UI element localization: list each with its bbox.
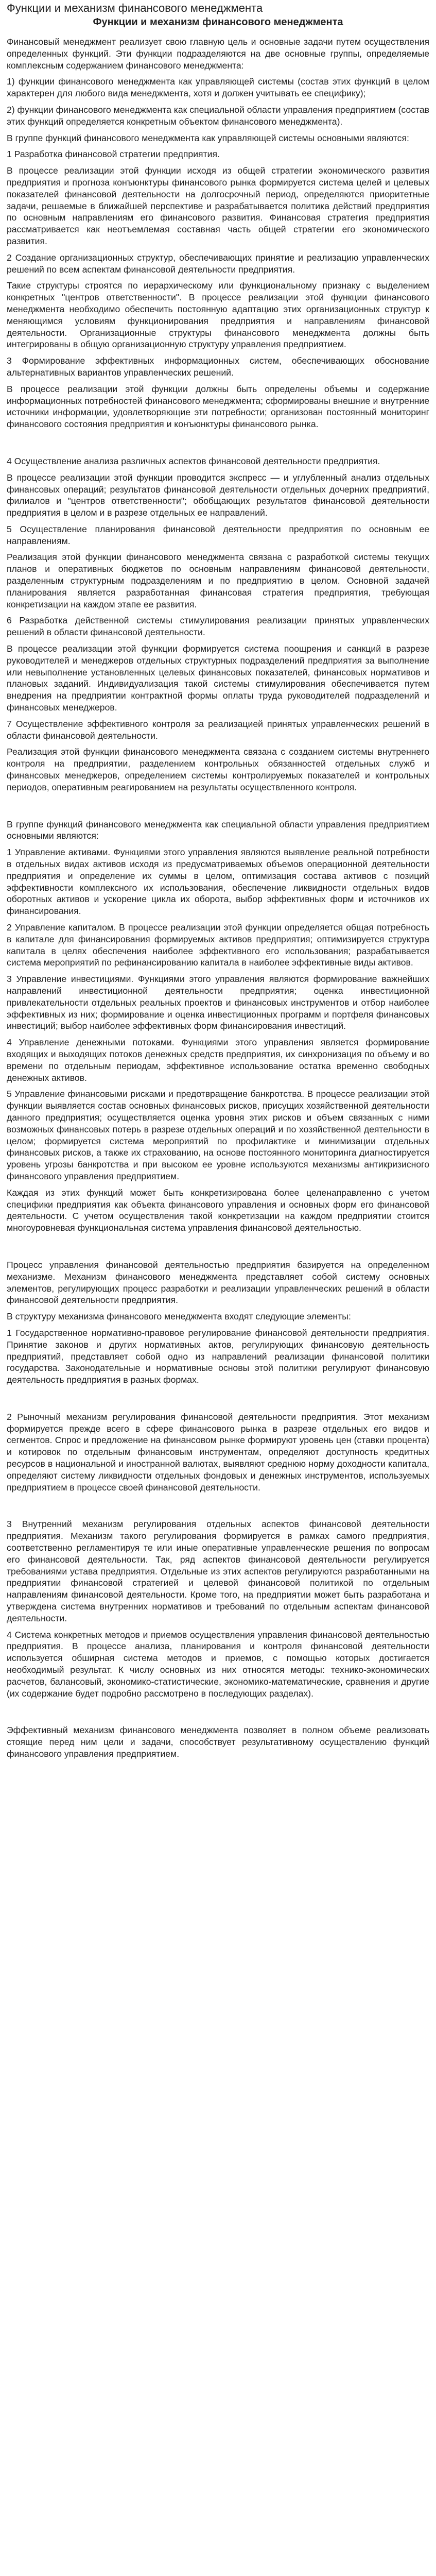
document-title: Функции и механизм финансового менеджмента <box>93 16 343 28</box>
paragraph-investment-management: 3 Управление инвестициями. Функциями этого управления являются формирование важнейших направлений инвестиционной деятельности предприятия; оценка инвестиционной привлекательности отдельных реальных проектов и финансовых инструментов и отбор наиболее эффективных из них; формирование и оценка инвестиционных программ и портфеля финансовых инвестиций; выбор наиболее эффективных форм финансирования инвестиций. <box>7 974 429 1031</box>
heading-function-5: 5 Осуществление планирования финансовой деятельности предприятия по основным ее направлениям. <box>7 523 429 546</box>
paragraph-function-6: В процессе реализации этой функции формируется система поощрения и санкций в разрезе руководителей и менеджеров отдельных структурных подразделений предприятия за выполнение или невыполнение установленных целевых финансовых показателей, финансовых нормативов и плановых заданий. Индивидуализация такой системы стимулирования обеспечивается путем внедрения на предприятии контрактной формы оплаты труда руководителей подразделений и финансовых менеджеров. <box>7 643 429 713</box>
paragraph-conclusion: Эффективный механизм финансового менеджмента позволяет в полном объеме реализовать стоящие перед ним цели и задачи, способствует результативному осуществлению функций финансового управления предприятием. <box>7 1725 429 1759</box>
paragraph-mechanism-intro: Процесс управления финансовой деятельностью предприятия базируется на определенном механизме. Механизм финансового менеджмента представляет собой систему основных элементов, регулирующих процесс разработки и реализации управленческих решений в области финансовой деятельности предприятия. <box>7 1259 429 1306</box>
paragraph-cash-flow-management: 4 Управление денежными потоками. Функциями этого управления является формирование входящих и выходящих потоков денежных средств предприятия, их синхронизация по объему и во времени по отдельным периодам, эффективное использование остатка временно свободных денежных активов. <box>7 1037 429 1083</box>
paragraph-function-1: В процессе реализации этой функции исходя из общей стратегии экономического развития предприятия и прогноза конъюнктуры финансового рынка формируется система целей и целевых показателей финансовой деятельности на долгосрочный период, определяются приоритетные задачи, решаемые в ближайшей перспективе и разрабатывается политика действий предприятия по основным направлениям его финансового развития. Финансовая стратегия предприятия рассматривается как неотъемлемая составная часть общей стратегии его экономического развития. <box>7 165 429 246</box>
paragraph-group-2: 2) функции финансового менеджмента как специальной области управления предприятием (состав этих функций определяется конкретным объектом финансового менеджмента). <box>7 104 429 127</box>
spacer <box>7 1239 429 1259</box>
paragraph-function-3: В процессе реализации этой функции должны быть определены объемы и содержание информационных потребностей финансового менеджмента; сформированы внешние и внутренние источники информации, удовлетворяющие эти потребности; организован постоянный мониторинг финансового состояния предприятия и конъюнктуры финансового рынка. <box>7 383 429 430</box>
spacer <box>7 1704 429 1724</box>
paragraph-element-3: 3 Внутренний механизм регулирования отдельных аспектов финансовой деятельности предприятия. Механизм такого регулирования формируется в рамках самого предприятия, соответственно регламентируя те или иные оперативные управленческие решения по вопросам его финансовой деятельности. Так, ряд аспектов финансовой деятельности регулируется требованиями устава предприятия. Отдельные из этих аспектов регулируются разработанными на предприятии финансовой стратегией и целевой финансовой политикой по отдельным направлениям финансовой деятельности. Кроме того, на предприятии может быть разработана и утверждена система внутренних нормативов и требований по отдельным аспектам финансовой деятельности. <box>7 1519 429 1623</box>
paragraph-group-1: 1) функции финансового менеджмента как управляющей системы (состав этих функций в целом характерен для любого вида менеджмента, хотя и должен учитывать ее специфику); <box>7 76 429 99</box>
spacer <box>7 1498 429 1518</box>
paragraph-capital-management: 2 Управление капиталом. В процессе реализации этой функции определяется общая потребность в капитале для финансирования формируемых активов предприятия; оптимизируется структура капитала в целях обеспечения наиболее эффективного его использования; разрабатывается система мероприятий по рефинансированию капитала в наиболее эффективные виды активов. <box>7 922 429 968</box>
paragraph-function-5: Реализация этой функции финансового менеджмента связана с разработкой системы текущих планов и оперативных бюджетов по основным направлениям финансовой деятельности, разделенным структурным подразделениям и по предприятию в целом. Основной задачей планирования является разработанная финансовая стратегия предприятия, требующая конкретизации на каждом этапе ее развития. <box>7 552 429 609</box>
paragraph-mechanism-elements: В структуру механизма финансового менеджмента входят следующие элементы: <box>7 1311 351 1322</box>
paragraph-functions-conclusion: Каждая из этих функций может быть конкретизирована более целенаправленно с учетом специфики предприятия как объекта финансового управления и основных форм его финансовой деятельности. С учетом осуществления такой конкретизации на каждом предприятии стоится многоуровневая функциональная система управления финансовой деятельностью. <box>7 1187 429 1233</box>
paragraph-special-functions-intro: В группе функций финансового менеджмента как специальной области управления предприятием основными являются: <box>7 819 429 841</box>
paragraph-intro: Финансовый менеджмент реализует свою главную цель и основные задачи путем осуществления определенных функций. Эти функции подразделяются на две основные группы, определяемые комплексным содержанием финансового менеджмента: <box>7 37 429 71</box>
paragraph-risk-management: 5 Управление финансовыми рисками и предотвращение банкротства. В процессе реализации этой функции выявляется состав основных финансовых рисков, присущих хозяйственной деятельности данного предприятия; осуществляется оценка уровня этих рисков и объем связанных с ними возможных финансовых потерь в разрезе отдельных операций и по хозяйственной деятельности в целом; формируется система мероприятий по профилактике и минимизации отдельных финансовых рисков, а также их страхованию, на основе постоянного мониторинга диагностируется уровень угрозы банкротства и при высоком ее уровне используются механизмы антикризисного финансового управления предприятием. <box>7 1089 429 1181</box>
paragraph-management-functions-intro: В группе функций финансового менеджмента как управляющей системы основными являются: <box>7 132 409 143</box>
heading-function-7: 7 Осуществление эффективного контроля за реализацией принятых управленческих решений в области финансовой деятельности. <box>7 718 429 741</box>
paragraph-element-2: 2 Рыночный механизм регулирования финансовой деятельности предприятия. Этот механизм формируется прежде всего в сфере финансового рынка в разрезе отдельных его видов и сегментов. Спрос и предложение на финансовом рынке формируют уровень цен (ставки процента) и котировок по отдельным финансовым инструментам, определяют доступность кредитных ресурсов в национальной и иностранной валютах, выявляют среднюю норму доходности капитала, определяют систему ликвидности отдельных фондовых и денежных инструментов, используемых предприятием в процессе своей финансовой деятельности. <box>7 1411 429 1493</box>
heading-function-6: 6 Разработка действенной системы стимулирования реализации принятых управленческих решений в области финансовой деятельности. <box>7 615 429 638</box>
spacer <box>7 435 429 455</box>
heading-function-2: 2 Создание организационных структур, обеспечивающих принятие и реализацию управленческих решений по всем аспектам финансовой деятельности предприятия. <box>7 252 429 275</box>
heading-function-3: 3 Формирование эффективных информационных систем, обеспечивающих обоснование альтернативных вариантов управленческих решений. <box>7 355 429 378</box>
paragraph-element-4: 4 Система конкретных методов и приемов осуществления управления финансовой деятельностью предприятия. В процессе анализа, планирования и контроля финансовой деятельности используется обширная система методов и приемов, с помощью которых достигается необходимый результат. К числу основных из них относятся методы: технико-экономических расчетов, балансовый, экономико-статистические, экономико-математические, сравнения и другие (их содержание будет подробно рассмотрено в последующих разделах). <box>7 1629 429 1699</box>
page-title: Функции и механизм финансового менеджмента <box>7 2 263 14</box>
heading-function-1: 1 Разработка финансовой стратегии предприятия. <box>7 149 220 160</box>
paragraph-function-2: Такие структуры строятся по иерархическому или функциональному признаку с выделением конкретных "центров ответственности". В процессе реализации этой функции финансового менеджмента необходимо обеспечить постоянную адаптацию этих организационных структур к меняющимся условиям функционирования предприятия и направлениям финансовой деятельности. Организационные структуры финансового менеджмента должны быть интегрированы в общую организационную структуру управления предприятием. <box>7 280 429 350</box>
spacer <box>7 1391 429 1411</box>
paragraph-function-4: В процессе реализации этой функции проводится экспресс — и углубленный анализ отдельных финансовых операций; результатов финансовой деятельности отдельных дочерних предприятий, филиалов и "центров ответственности"; обобщающих результатов финансовой деятельности предприятия в целом и в разрезе отдельных ее направлений. <box>7 472 429 518</box>
spacer <box>7 798 429 819</box>
paragraph-element-1: 1 Государственное нормативно-правовое регулирование финансовой деятельности предприятия. Принятие законов и других нормативных актов, регулирующих финансовую деятельность предприятий, представляет собой одно из направлений реализации финансовой политики государства. Законодательные и нормативные основы этой политики регулируют финансовую деятельность предприятия в разных формах. <box>7 1327 429 1385</box>
paragraph-asset-management: 1 Управление активами. Функциями этого управления являются выявление реальной потребности в отдельных видах активов исходя из предусматриваемых объемов операционной деятельности предприятия и определение их суммы в целом, оптимизация состава активов с позиций эффективности комплексного их использования, обеспечение ликвидности отдельных видов оборотных активов и ускорение цикла их оборота, выбор эффективных форм и источников их финансирования. <box>7 847 429 917</box>
heading-function-4: 4 Осуществление анализа различных аспектов финансовой деятельности предприятия. <box>7 455 380 466</box>
paragraph-function-7: Реализация этой функции финансового менеджмента связана с созданием системы внутреннего контроля на предприятии, разделением контрольных обязанностей отдельных служб и финансовых менеджеров, определением системы контролируемых показателей и контрольных периодов, оперативным реагированием на результаты осуществленного контроля. <box>7 747 429 792</box>
